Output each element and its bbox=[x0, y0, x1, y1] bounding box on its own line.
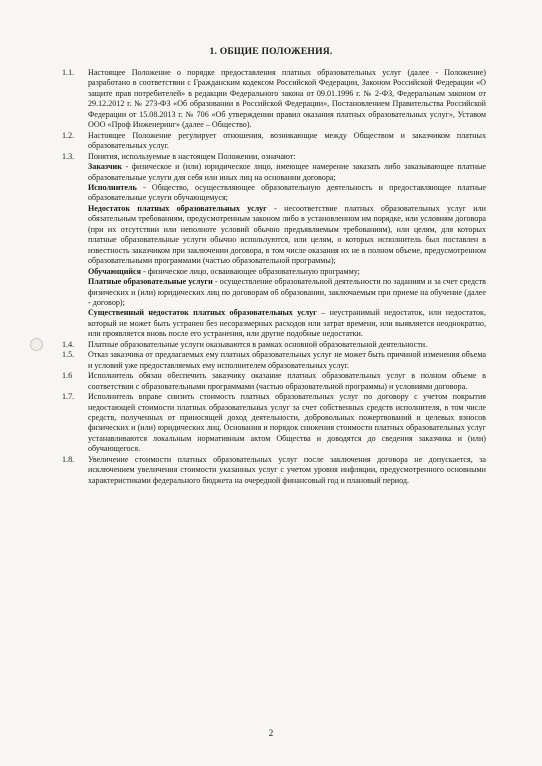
definition-text: - Общество, осуществляющее образовательную деятельность и предоставляющее платные образовательные услуги обучающемуся; bbox=[88, 182, 486, 203]
clause-text: Настоящее Положение регулирует отношения, возникающие между Обществом и заказчиком платных образовательных услуг. bbox=[88, 130, 486, 151]
clause-text: Платные образовательные услуги оказываются в рамках основной образовательной деятельности. bbox=[88, 339, 428, 349]
page-number: 2 bbox=[268, 728, 274, 738]
document-body bbox=[62, 68, 486, 486]
clause-text: Отказ заказчика от предлагаемых ему платных образовательных услуг не может быть причиной изменения объема и условий уже предоставляемых ему исполнителем образовательных услуг. bbox=[88, 350, 486, 370]
clause-number: 1.3. bbox=[62, 151, 75, 161]
definition-material-defect bbox=[88, 308, 486, 339]
clause-text: Настоящее Положение о порядке предоставления платных образовательных услуг (далее - Положение) разработано в соответствии с Гражданским кодексом Российской Федерации, Законом Российской Федерации «О защите прав потребителей» в редакции Федерального закона от 09.01.1996 г. № 2-ФЗ, Федеральным законом от 29.12.2012 г. № 273-ФЗ «Об образовании в Российской Федерации», Постановлением Правительства Российской Федерации от 15.08.2013 г. № 706 «Об утверждении правил оказания платных образовательных услуг», Уставом ООО «Проф Инженеринг» (далее – Общество). bbox=[88, 68, 486, 130]
clause-1-5 bbox=[62, 350, 486, 371]
definition-text: – неустранимый недостаток, или недостаток, который не может быть устранен без несоразмерных расходов или затрат времени, или выявляется неоднократно, или проявляется вновь после его устранения, или другие подобные недостатки. bbox=[88, 308, 487, 339]
definition-term: Существенный недостаток платных образовательных услуг bbox=[88, 308, 317, 318]
definition-student bbox=[88, 267, 486, 277]
clause-number: 1.2. bbox=[62, 130, 75, 140]
clause-text-block bbox=[88, 152, 486, 340]
clause-1-7 bbox=[62, 392, 486, 455]
definition-term: Исполнитель bbox=[88, 182, 137, 192]
clause-number: 1.5. bbox=[62, 350, 75, 360]
clause-text: Исполнитель обязан обеспечить заказчику оказание платных образовательных услуг в полном объеме в соответствии с образовательными программами (частью образовательной программы) и условиями договора. bbox=[88, 371, 486, 391]
definition-provider bbox=[88, 183, 486, 204]
definition-text: - физическое и (или) юридическое лицо, имеющее намерение заказать либо заказывающее платные образовательные услуги для себя или иных лиц на основании договора; bbox=[88, 162, 486, 182]
definition-term: Обучающийся bbox=[88, 266, 142, 276]
clause-number: 1.6 bbox=[62, 371, 73, 381]
definition-customer bbox=[88, 162, 486, 183]
definition-term: Недостаток платных образовательных услуг bbox=[88, 203, 267, 213]
definition-text: - физическое лицо, осваивающее образовательную программу; bbox=[141, 266, 360, 276]
clause-1-3 bbox=[62, 152, 486, 340]
clause-1-4 bbox=[62, 340, 486, 350]
clause-1-1 bbox=[62, 68, 486, 131]
definition-term: Заказчик bbox=[88, 162, 122, 172]
clause-number: 1.4. bbox=[62, 339, 75, 349]
clause-1-2 bbox=[62, 131, 486, 152]
definition-text: - несоответствие платных образовательных услуг или обязательным требованиям, предусмотренным законом либо в установленном им порядке, или условиям договора (при их отсутствии или неполноте условий обычно предъявляемым требованиям), или целям, для которых платные образовательные услуги обычно используются, или целям, о которых исполнитель был поставлен в известность заказчиком при заключении договора, в том числе оказания их не в полном объеме, предусмотренном образовательными программами (частью образовательной программы); bbox=[88, 203, 486, 266]
clause-number: 1.1. bbox=[62, 68, 75, 77]
definition-text: - осуществление образовательной деятельности по заданиям и за счет средств физических и (или) юридических лиц по договорам об образовании, заключаемым при приеме на обучение (далее - договор); bbox=[88, 277, 486, 307]
clause-number: 1.7. bbox=[62, 392, 75, 402]
punch-hole bbox=[30, 338, 43, 351]
section-title: 1. ОБЩИЕ ПОЛОЖЕНИЯ. bbox=[209, 46, 333, 57]
clause-text: Понятия, используемые в настоящем Положении, означают: bbox=[88, 151, 296, 161]
clause-1-8 bbox=[62, 455, 486, 486]
clause-1-6 bbox=[62, 371, 486, 392]
clause-text: Увеличение стоимости платных образовательных услуг после заключения договора не допускается, за исключением увеличения стоимости указанных услуг с учетом уровня инфляции, предусмотренного основными характеристиками федерального бюджета на очередной финансовый год и плановый период. bbox=[88, 454, 486, 485]
clause-text: Исполнитель вправе снизить стоимость платных образовательных услуг по договору с учетом покрытия недостающей стоимости платных образовательных услуг за счет собственных средств исполнителя, в том числе средств, полученных от приносящей доход деятельности, добровольных пожертвований и целевых взносов физических и (или) юридических лиц. Основания и порядок снижения стоимости платных образовательных услуг устанавливаются локальным нормативным актом Общества и доводятся до сведения заказчика и (или) обучающегося. bbox=[88, 392, 486, 454]
clause-number: 1.8. bbox=[62, 454, 75, 464]
definition-term: Платные образовательные услуги bbox=[88, 277, 213, 287]
definition-service-defect bbox=[88, 204, 486, 267]
definition-paid-services bbox=[88, 277, 486, 308]
